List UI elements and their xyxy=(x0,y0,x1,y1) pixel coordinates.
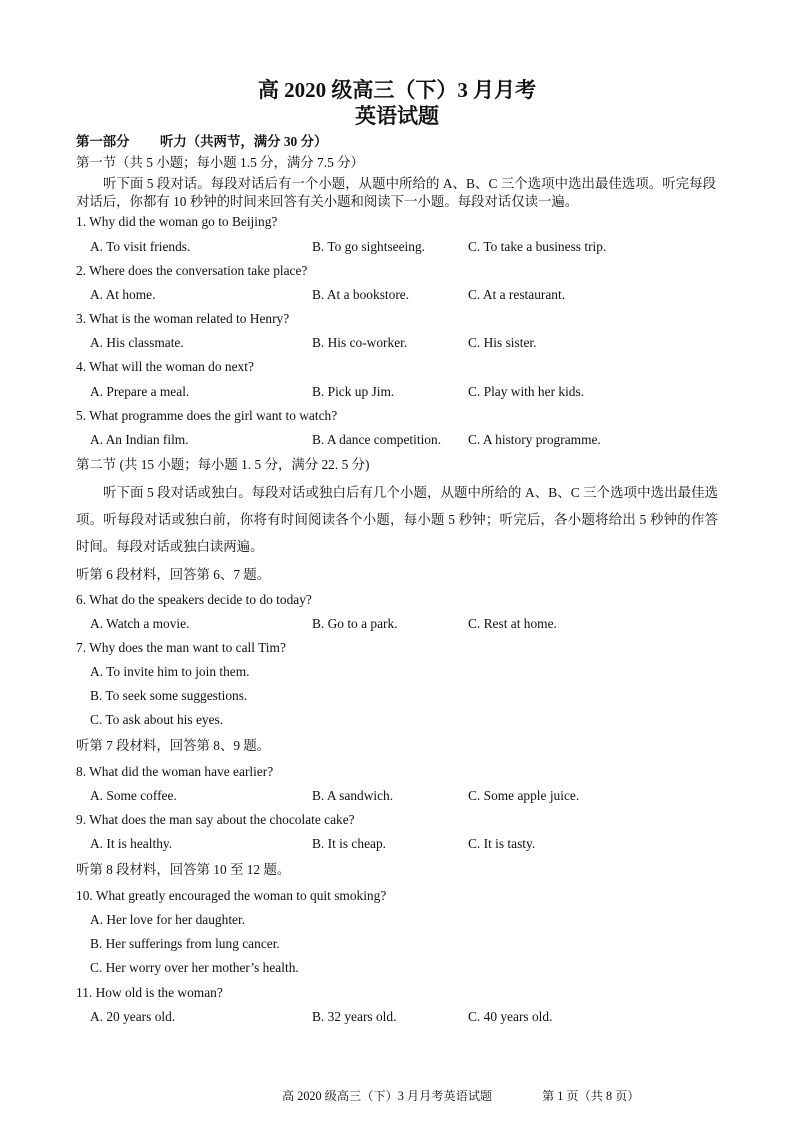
question-10-option-a[interactable]: A. Her love for her daughter. xyxy=(90,912,246,927)
footer-page-number: 第 1 页（共 8 页） xyxy=(542,1089,640,1103)
question-3-option-b[interactable]: B. His co-worker. xyxy=(312,335,408,350)
question-11-option-c[interactable]: C. 40 years old. xyxy=(468,1009,553,1024)
question-3-stem: 3. What is the woman related to Henry? xyxy=(76,311,290,326)
exam-subtitle: 英语试题 xyxy=(355,104,439,128)
footer-exam-name: 高 2020 级高三（下）3 月月考英语试题 xyxy=(282,1089,493,1103)
question-5-stem: 5. What programme does the girl want to watch? xyxy=(76,408,338,423)
question-7-option-b[interactable]: B. To seek some suggestions. xyxy=(90,688,248,703)
question-10-option-c[interactable]: C. Her worry over her mother’s health. xyxy=(90,960,299,975)
question-1-stem: 1. Why did the woman go to Beijing? xyxy=(76,214,278,229)
part1-label: 第一部分 xyxy=(76,134,130,149)
question-7-option-c[interactable]: C. To ask about his eyes. xyxy=(90,712,224,727)
question-6-option-a[interactable]: A. Watch a movie. xyxy=(90,616,190,631)
question-8-option-c[interactable]: C. Some apple juice. xyxy=(468,788,580,803)
section2-heading: 第二节 (共 15 小题；每小题 1. 5 分，满分 22. 5 分) xyxy=(76,457,370,472)
part1-title: 听力（共两节，满分 30 分） xyxy=(160,134,328,149)
section1-directions: 听下面 5 段对话。每段对话后有一个小题，从题中所给的 A、B、C 三个选项中选出最佳选项。听完每段对话后，你都有 10 秒钟的时间来回答有关小题和阅读下一小题。每段对话仅读一遍。 xyxy=(76,176,716,209)
question-5-option-c[interactable]: C. A history programme. xyxy=(468,432,601,447)
question-5-option-a[interactable]: A. An Indian film. xyxy=(90,432,189,447)
question-2-option-b[interactable]: B. At a bookstore. xyxy=(312,287,410,302)
question-3-option-c[interactable]: C. His sister. xyxy=(468,335,537,350)
question-10-option-b[interactable]: B. Her sufferings from lung cancer. xyxy=(90,936,280,951)
material-8-instruction: 听第 8 段材料，回答第 10 至 12 题。 xyxy=(76,862,291,877)
question-4-stem: 4. What will the woman do next? xyxy=(76,359,254,374)
question-9-option-c[interactable]: C. It is tasty. xyxy=(468,836,536,851)
question-2-option-c[interactable]: C. At a restaurant. xyxy=(468,287,566,302)
question-11-option-a[interactable]: A. 20 years old. xyxy=(90,1009,176,1024)
question-8-stem: 8. What did the woman have earlier? xyxy=(76,764,274,779)
question-1-option-c[interactable]: C. To take a business trip. xyxy=(468,239,607,254)
question-4-option-b[interactable]: B. Pick up Jim. xyxy=(312,384,395,399)
question-2-option-a[interactable]: A. At home. xyxy=(90,287,156,302)
question-4-option-c[interactable]: C. Play with her kids. xyxy=(468,384,585,399)
question-1-option-a[interactable]: A. To visit friends. xyxy=(90,239,191,254)
question-6-stem: 6. What do the speakers decide to do today? xyxy=(76,592,312,607)
question-7-stem: 7. Why does the man want to call Tim? xyxy=(76,640,286,655)
question-5-option-b[interactable]: B. A dance competition. xyxy=(312,432,442,447)
material-7-instruction: 听第 7 段材料，回答第 8、9 题。 xyxy=(76,738,271,753)
question-3-option-a[interactable]: A. His classmate. xyxy=(90,335,184,350)
question-8-option-b[interactable]: B. A sandwich. xyxy=(312,788,394,803)
question-9-option-b[interactable]: B. It is cheap. xyxy=(312,836,387,851)
question-11-option-b[interactable]: B. 32 years old. xyxy=(312,1009,397,1024)
question-9-stem: 9. What does the man say about the chocolate cake? xyxy=(76,812,355,827)
question-7-option-a[interactable]: A. To invite him to join them. xyxy=(90,664,250,679)
question-2-stem: 2. Where does the conversation take place? xyxy=(76,263,308,278)
section1-heading: 第一节（共 5 小题；每小题 1.5 分，满分 7.5 分） xyxy=(76,155,364,170)
question-11-stem: 11. How old is the woman? xyxy=(76,985,223,1000)
question-4-option-a[interactable]: A. Prepare a meal. xyxy=(90,384,190,399)
question-8-option-a[interactable]: A. Some coffee. xyxy=(90,788,177,803)
question-6-option-c[interactable]: C. Rest at home. xyxy=(468,616,557,631)
section2-directions: 听下面 5 段对话或独白。每段对话或独白后有几个小题，从题中所给的 A、B、C 三个选项中选出最佳选项。听每段对话或独白前，你将有时间阅读各个小题，每小题 5 秒钟；听完后，各小题将给出 5 秒钟的作答时间。每段对话或独白读两遍。 xyxy=(76,485,718,554)
question-6-option-b[interactable]: B. Go to a park. xyxy=(312,616,398,631)
material-6-instruction: 听第 6 段材料，回答第 6、7 题。 xyxy=(76,567,271,582)
question-9-option-a[interactable]: A. It is healthy. xyxy=(90,836,173,851)
question-10-stem: 10. What greatly encouraged the woman to quit smoking? xyxy=(76,888,387,903)
exam-title: 高 2020 级高三（下）3 月月考 xyxy=(257,78,537,102)
question-1-option-b[interactable]: B. To go sightseeing. xyxy=(312,239,426,254)
